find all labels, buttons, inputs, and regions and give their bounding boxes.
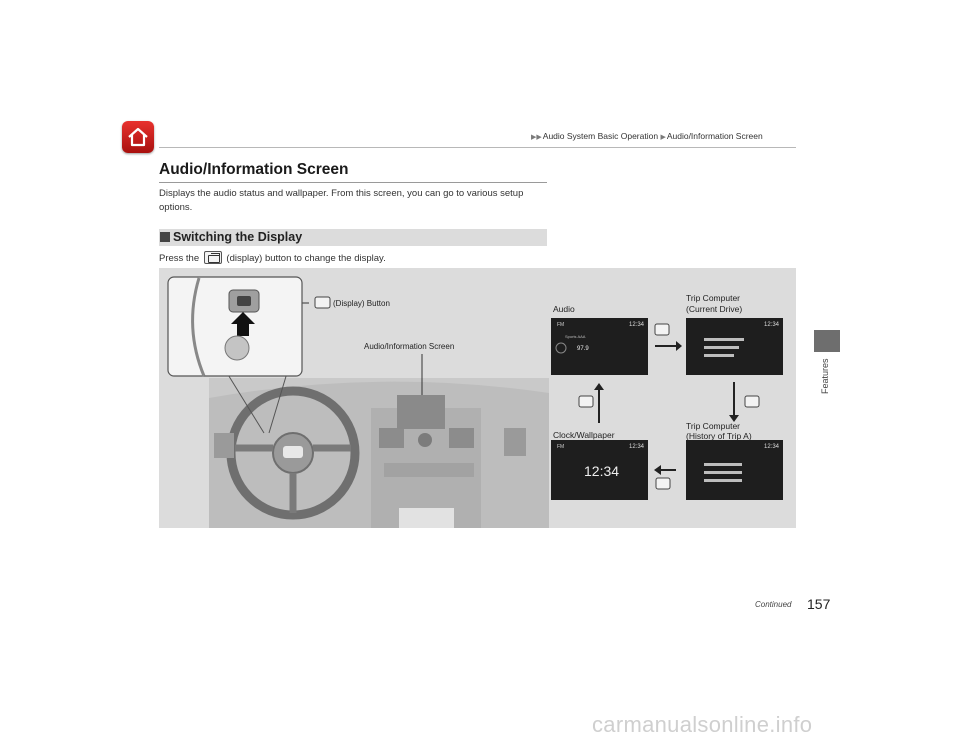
sidebar-features[interactable]	[814, 356, 840, 396]
breadcrumb-item[interactable]: Audio System Basic Operation	[542, 131, 659, 141]
section-heading	[159, 229, 547, 246]
home-icon	[126, 125, 150, 149]
sidebar-features-label: Features	[820, 358, 830, 394]
figure-display-switching	[159, 268, 796, 528]
clock-large-time: 12:34	[584, 463, 620, 479]
dashboard-illustration	[209, 378, 549, 528]
screen-audio	[551, 318, 648, 375]
page-title: Audio/Information Screen	[159, 161, 349, 178]
instruction-before: Press the	[159, 253, 200, 264]
clock-wallpaper-label: Clock/Wallpaper	[553, 430, 615, 440]
intro-text: Displays the audio status and wallpaper. From this screen, you can go to various setup options.	[159, 188, 524, 213]
audio-band-label: FM	[557, 322, 565, 328]
home-button[interactable]	[122, 121, 154, 153]
instruction-after: (display) button to change the display.	[226, 253, 386, 264]
continued-label: Continued	[755, 600, 792, 609]
audio-frequency-label: 97.9	[577, 346, 589, 352]
breadcrumb	[531, 131, 763, 141]
sidebar-section-tab[interactable]	[814, 330, 840, 352]
trip-current-label-1: Trip Computer	[686, 293, 741, 303]
screen-trip-history	[686, 440, 783, 500]
audio-station-label: Sports AAA	[565, 334, 586, 339]
section-square-icon	[160, 232, 170, 242]
breadcrumb-item[interactable]: Audio/Information Screen	[666, 131, 763, 141]
display-button-icon	[204, 251, 222, 264]
trip-current-clock: 12:34	[764, 322, 780, 328]
screen-clock-wallpaper	[551, 440, 648, 500]
screen-trip-current	[686, 318, 783, 375]
page-number: 157	[807, 596, 831, 612]
section-title: Switching the Display	[173, 230, 303, 244]
triangle-right-icon: ▶▶	[531, 134, 542, 141]
audio-clock-label: 12:34	[629, 322, 645, 328]
steering-wheel-inset	[168, 277, 302, 376]
trip-history-clock: 12:34	[764, 444, 780, 450]
trip-history-label-1: Trip Computer	[686, 421, 741, 431]
audio-screen-label: Audio	[553, 304, 575, 314]
header-divider	[159, 147, 796, 148]
trip-current-label-2: (Current Drive)	[686, 304, 743, 314]
clock-band-label: FM	[557, 444, 565, 450]
trip-history-label-2: (History of Trip A)	[686, 431, 752, 441]
audio-info-screen-label: Audio/Information Screen	[364, 342, 455, 351]
figure-illustration	[159, 268, 796, 528]
audio-info-screen-graphic	[397, 395, 445, 429]
triangle-right-icon: ▶	[660, 134, 666, 141]
title-divider	[159, 182, 547, 183]
watermark: carmanualsonline.info	[592, 712, 813, 737]
display-button-label: (Display) Button	[333, 299, 390, 308]
instruction-text	[159, 251, 386, 264]
display-button-graphic	[237, 296, 251, 306]
clock-small-time: 12:34	[629, 444, 645, 450]
